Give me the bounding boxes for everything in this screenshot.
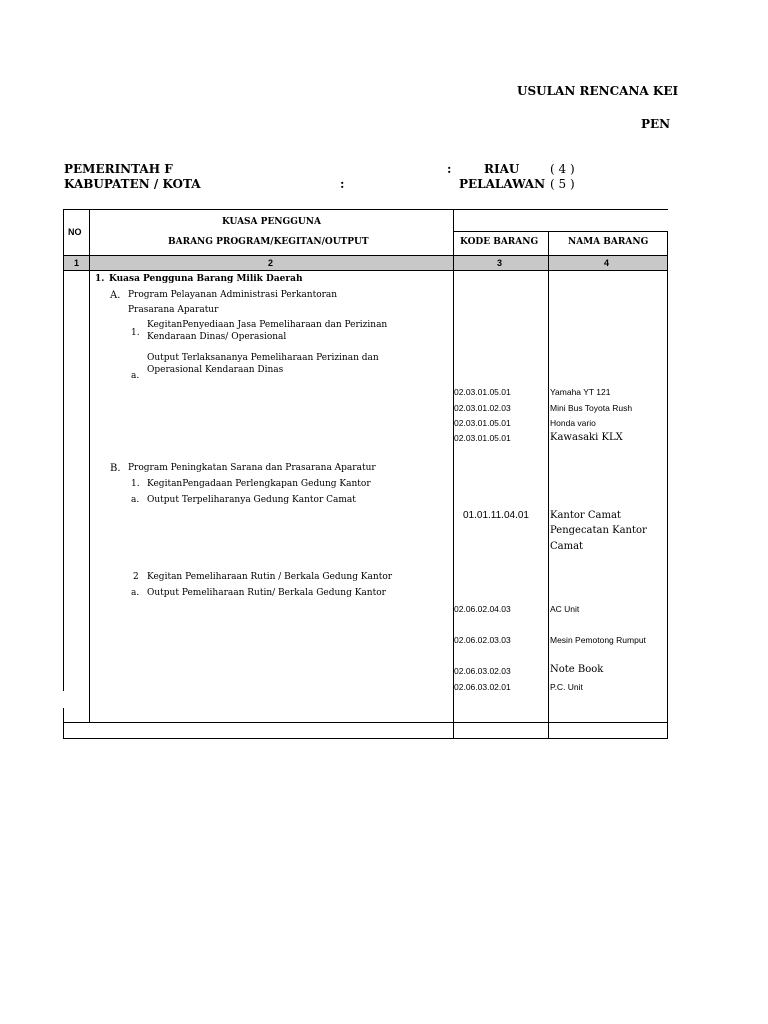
kode-barang-cell: 02.03.01.05.01 [454, 387, 511, 397]
output-a1-line1: Output Terlaksananya Pemeliharaan Perizinan dan [147, 353, 379, 363]
number-row-bg [63, 256, 668, 270]
document-title: USULAN RENCANA KEI [517, 84, 679, 98]
header-no: NO [68, 227, 82, 237]
nama-barang-cell: Camat [550, 541, 584, 552]
kabupaten-label: KABUPATEN / KOTA [64, 177, 201, 191]
output-b2-letter: a. [131, 588, 140, 598]
program-b-title: Program Peningkatan Sarana dan Prasarana Aparatur [128, 463, 376, 473]
body-bottom-line [63, 722, 668, 723]
kabupaten-code: ( 5 ) [550, 177, 575, 191]
kegiatan-a1-line2: Kendaraan Dinas/ Operasional [147, 332, 287, 342]
kode-barang-cell: 02.03.01.02.03 [454, 403, 511, 413]
nama-barang-cell: Honda vario [550, 418, 596, 428]
no-column-divider [89, 209, 90, 723]
header-kuasa-line1: KUASA PENGGUNA [222, 217, 321, 227]
table-top-border [63, 209, 668, 210]
pemerintah-code: ( 4 ) [550, 162, 575, 176]
nama-barang-cell: Note Book [550, 664, 604, 675]
table-left-border-upper [63, 209, 64, 691]
header-nama-barang: NAMA BARANG [568, 237, 649, 247]
kegiatan-b2-title: Kegitan Pemeliharaan Rutin / Berkala Gedung Kantor [147, 572, 393, 582]
nama-barang-cell: Mesin Pemotong Rumput [550, 635, 646, 645]
program-b-letter: B. [110, 463, 121, 474]
nama-column-left-divider [548, 231, 549, 739]
program-a-letter: A. [110, 290, 121, 301]
header-bottom-line [63, 255, 668, 256]
column-number-1: 1 [74, 258, 80, 268]
pemerintah-label: PEMERINTAH F [64, 162, 173, 176]
table-bottom-border [63, 738, 668, 739]
table-right-border [667, 231, 668, 739]
kode-barang-cell: 02.03.01.05.01 [454, 433, 511, 443]
column-number-4: 4 [604, 258, 610, 268]
nama-barang-cell: Kawasaki KLX [550, 432, 623, 443]
program-a-line1: Program Pelayanan Administrasi Perkantoran [128, 290, 338, 300]
number-row-bottom-line [63, 270, 668, 271]
kode-column-left-divider [453, 209, 454, 739]
nama-barang-cell: AC Unit [550, 604, 580, 614]
kode-barang-cell: 02.06.03.02.01 [454, 682, 511, 692]
nama-barang-cell: Kantor Camat [550, 510, 621, 521]
kegiatan-b2-number: 2 [133, 572, 139, 582]
header-kuasa-line2: BARANG PROGRAM/KEGITAN/OUTPUT [168, 237, 369, 247]
nama-barang-cell: P.C. Unit [550, 682, 583, 692]
table-left-border-lower [63, 708, 64, 739]
kegiatan-b1-number: 1. [131, 479, 140, 489]
kegiatan-a1-line1: KegitanPenyediaan Jasa Pemeliharaan dan Perizinan [147, 320, 388, 330]
kabupaten-colon: : [340, 177, 345, 191]
pemerintah-colon: : [447, 162, 452, 176]
kode-barang-cell: 02.06.03.02.03 [454, 666, 511, 676]
output-b1-title: Output Terpeliharanya Gedung Kantor Camat [147, 495, 356, 505]
kabupaten-value: PELALAWAN [459, 177, 546, 191]
nama-barang-cell: Yamaha YT 121 [550, 387, 611, 397]
output-a1-line2: Operasional Kendaraan Dinas [147, 365, 284, 375]
output-b1-letter: a. [131, 495, 140, 505]
item1-title: Kuasa Pengguna Barang Milik Daerah [109, 274, 303, 284]
header-kode-barang: KODE BARANG [460, 237, 539, 247]
column-number-2: 2 [268, 258, 274, 268]
column-number-3: 3 [497, 258, 503, 268]
kegiatan-a1-number: 1. [131, 328, 140, 338]
kode-barang-cell: 01.01.11.04.01 [463, 510, 529, 521]
output-a1-letter: a. [131, 371, 140, 381]
output-b2-title: Output Pemeliharaan Rutin/ Berkala Gedung Kantor [147, 588, 386, 598]
kode-barang-cell: 02.06.02.04.03 [454, 604, 511, 614]
nama-barang-cell: Mini Bus Toyota Rush [550, 403, 633, 413]
program-a-line2: Prasarana Aparatur [128, 305, 219, 315]
nama-barang-cell: Pengecatan Kantor [550, 525, 647, 536]
header-split-line [453, 231, 668, 232]
kegiatan-b1-title: KegitanPengadaan Perlengkapan Gedung Kantor [147, 479, 371, 489]
kode-barang-cell: 02.03.01.05.01 [454, 418, 511, 428]
kode-barang-cell: 02.06.02.03.03 [454, 635, 511, 645]
pemerintah-value: RIAU [484, 162, 520, 176]
document-subtitle: PEN [641, 117, 671, 131]
item1-number: 1. [95, 274, 105, 284]
